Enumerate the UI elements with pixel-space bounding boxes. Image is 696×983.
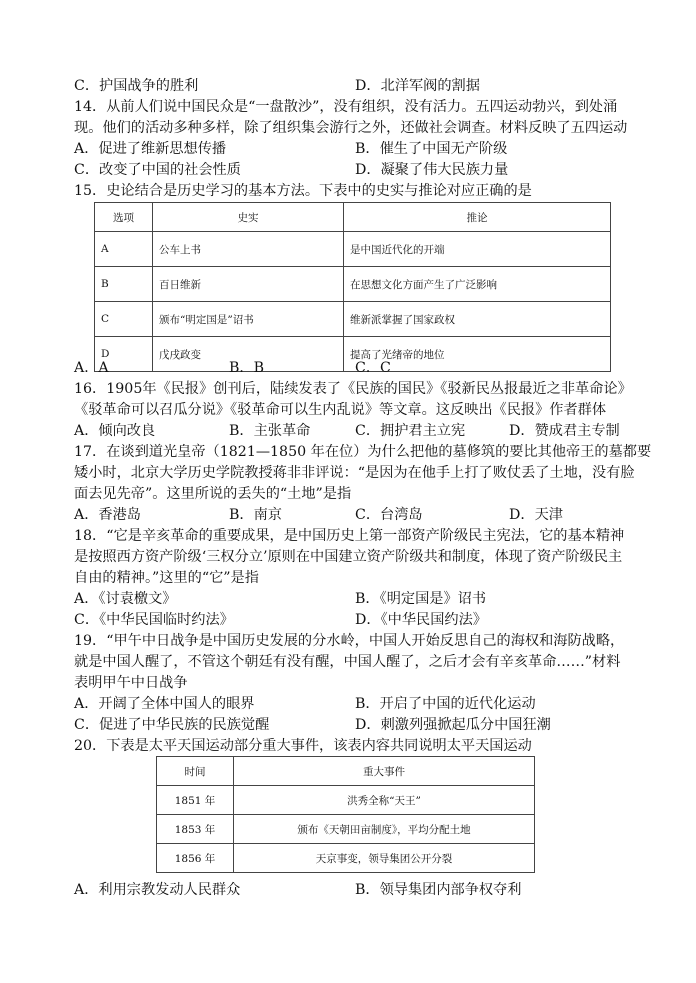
q18-option-b: B．《明定国是》诏书: [355, 591, 487, 607]
q16-stem-line-2: 《驳革命可以召瓜分说》《驳革命可以生内乱说》等文章。这反映出《民报》作者群体: [74, 402, 607, 418]
q15-option-a: A．A: [74, 360, 109, 376]
q19-option-b: B．开启了中国的近代化运动: [355, 696, 536, 712]
table-row: [157, 786, 535, 815]
q14-stem-line-1: 14．从前人们说中国民众是“一盘散沙”，没有组织，没有活力。五四运动勃兴，到处涌: [74, 99, 618, 115]
q19-stem-line-1: 19．“甲午中日战争是中国历史发展的分水岭，中国人开始反思自己的海权和海防战略，: [74, 633, 625, 649]
q14-stem-line-2: 现。他们的活动多种多样，除了组织集会游行之外，还做社会调查。材料反映了五四运动: [74, 120, 628, 136]
table-row: [95, 302, 611, 337]
table-cell: D: [95, 337, 153, 372]
table-header-row: [95, 203, 611, 232]
q15-option-c: C．C: [355, 360, 391, 376]
table-cell: 维新派掌握了国家政权: [344, 302, 611, 337]
q15-table: [94, 202, 611, 372]
q19-stem-line-3: 表明甲午中日战争: [74, 675, 188, 691]
table-row: [95, 337, 611, 372]
q15-stem: 15．史论结合是历史学习的基本方法。下表中的史实与推论对应正确的是: [74, 183, 532, 199]
table-cell: 提高了光绪帝的地位: [344, 337, 611, 372]
q20-stem: 20．下表是太平天国运动部分重大事件，该表内容共同说明太平天国运动: [74, 738, 532, 754]
table-cell: 天京事变，领导集团公开分裂: [234, 844, 535, 873]
table-cell: 颁布“明定国是”诏书: [153, 302, 344, 337]
q19-option-d: D．刺激列强掀起瓜分中国狂潮: [355, 717, 551, 733]
q17-stem-line-2: 矮小时，北京大学历史学院教授蒋非非评说：“是因为在他手上打了败仗丢了土地，没有脸: [74, 465, 635, 481]
table-cell: 公车上书: [153, 232, 344, 267]
table-row: [95, 267, 611, 302]
q16-stem-line-1: 16．1905年《民报》创刊后，陆续发表了《民族的国民》《驳新民丛报最近之非革命论》: [74, 381, 632, 397]
q14-option-c: C．改变了中国的社会性质: [74, 162, 241, 178]
table-row: [157, 815, 535, 844]
q16-option-d: D．赞成君主专制: [509, 423, 620, 439]
q19-option-a: A．开阔了全体中国人的眼界: [74, 696, 255, 712]
q20-option-b: B．领导集团内部争权夺利: [355, 882, 522, 898]
q17-stem-line-1: 17．在谈到道光皇帝（1821—1850 年在位）为什么把他的墓修筑的要比其他帝王的墓都要: [74, 444, 652, 460]
q13-option-d: D．北洋军阀的割据: [355, 78, 480, 94]
q18-option-c: C．《中华民国临时约法》: [74, 612, 234, 628]
table-row: [95, 232, 611, 267]
q18-option-d: D．《中华民国约法》: [355, 612, 487, 628]
q18-option-a: A．《讨袁檄文》: [74, 591, 177, 607]
q20-table: [156, 756, 535, 873]
table-header-row: [157, 757, 535, 786]
q16-option-c: C．拥护君主立宪: [355, 423, 466, 439]
table-header-cell: 推论: [344, 203, 611, 232]
table-cell: 颁布《天朝田亩制度》，平均分配土地: [234, 815, 535, 844]
q20-option-a: A．利用宗教发动人民群众: [74, 882, 241, 898]
q13-option-c: C．护国战争的胜利: [74, 78, 199, 94]
q14-option-b: B．催生了中国无产阶级: [355, 141, 508, 157]
table-cell: 1856 年: [157, 844, 234, 873]
q17-option-d: D．天津: [509, 507, 563, 523]
table-cell: 戊戌政变: [153, 337, 344, 372]
table-cell: B: [95, 267, 153, 302]
q14-option-d: D．凝聚了伟大民族力量: [355, 162, 509, 178]
table-cell: C: [95, 302, 153, 337]
table-cell: A: [95, 232, 153, 267]
table-header-cell: 史实: [153, 203, 344, 232]
table-header-cell: 重大事件: [234, 757, 535, 786]
q17-stem-line-3: 面去见先帝”。这里所说的丢失的“土地”是指: [74, 486, 352, 502]
q18-stem-line-1: 18．“它是辛亥革命的重要成果，是中国历史上第一部资产阶级民主宪法，它的基本精神: [74, 528, 625, 544]
q19-option-c: C．促进了中华民族的民族觉醒: [74, 717, 270, 733]
q17-option-c: C．台湾岛: [355, 507, 423, 523]
q18-stem-line-2: 是按照西方资产阶级‘三权分立’原则在中国建立资产阶级共和制度，体现了资产阶级民主: [74, 549, 623, 565]
table-cell: 百日维新: [153, 267, 344, 302]
table-cell: 1851 年: [157, 786, 234, 815]
q16-option-b: B．主张革命: [229, 423, 311, 439]
table-row: [157, 844, 535, 873]
table-cell: 洪秀全称“天王”: [234, 786, 535, 815]
table-cell: 是中国近代化的开端: [344, 232, 611, 267]
q19-stem-line-2: 就是中国人醒了，不管这个朝廷有没有醒，中国人醒了，之后才会有辛亥革命……”材料: [74, 654, 621, 670]
q16-option-a: A．倾向改良: [74, 423, 156, 439]
table-header-cell: 时间: [157, 757, 234, 786]
q14-option-a: A．促进了维新思想传播: [74, 141, 227, 157]
q17-option-b: B．南京: [229, 507, 282, 523]
table-header-cell: 选项: [95, 203, 153, 232]
q15-option-b: B．B: [229, 360, 265, 376]
table-cell: 1853 年: [157, 815, 234, 844]
table-cell: 在思想文化方面产生了广泛影响: [344, 267, 611, 302]
q18-stem-line-3: 自由的精神。”这里的“它”是指: [74, 570, 259, 586]
q17-option-a: A．香港岛: [74, 507, 141, 523]
